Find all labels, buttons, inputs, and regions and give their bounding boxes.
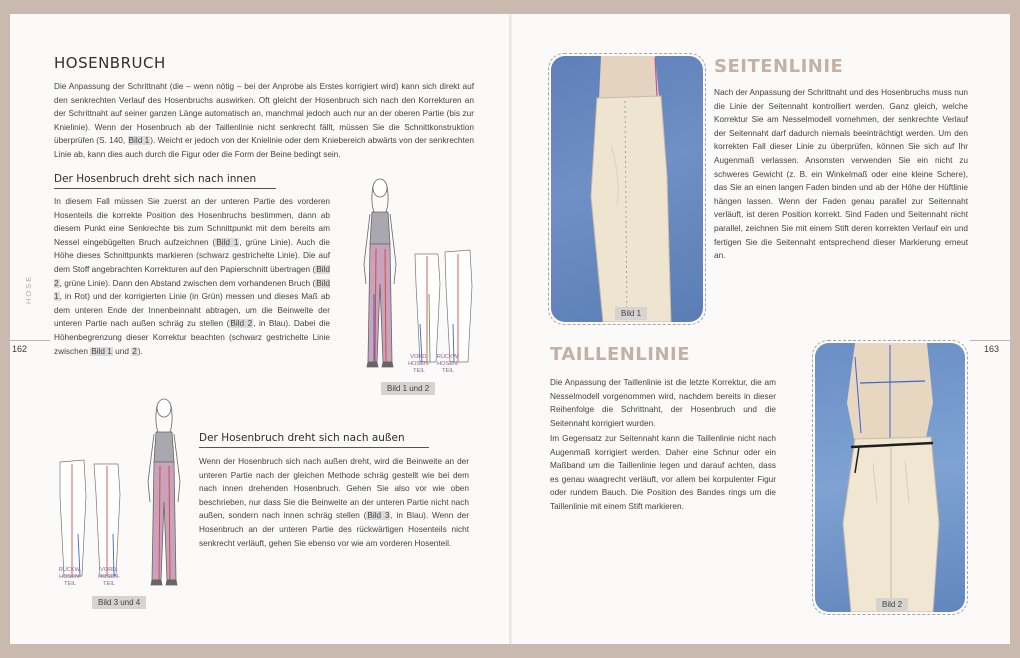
label-back-piece: RÜCKW. HOSEN- TEIL — [58, 567, 82, 587]
photo-illustration — [815, 343, 965, 612]
figure-ref[interactable]: Bild 3 — [367, 511, 390, 521]
photo-illustration — [551, 56, 703, 322]
text-span: Die Anpassung der Schrittnaht (die – wenn nötig – bei der Anprobe als Erstes korrigiert wird) kann sich direkt auf den senkrechten Verlauf des Hosenbruchs auswirken. Oft gleicht der Hosenbruch sich nach den Korrekturen an der Schrittnaht auf seiner ganzen Länge automatisch an, manchmal jedoch auch nur an der oberen Partie (bis zur Knielinie). Wenn der Hosenbruch ab der Taillenlinie nicht senkrecht fällt, müssen Sie die Schnittkonstruktion überprüfen (S. 140, — [54, 82, 474, 146]
subheading-rule — [199, 447, 429, 448]
text-span: , grüne Linie). Auch die Höhe dieses Schnittpunkts markieren (schwarz gestrichelte Linie). Die auf dem Stoff angebrachten Korrekturen auf den Papierschnitt übertragen ( — [54, 237, 330, 274]
photo-side-seam[interactable] — [551, 56, 703, 322]
intro-paragraph — [54, 80, 474, 162]
text-span: In diesem Fall müssen Sie zuerst an der unteren Partie des vorderen Hosenteils die korrekte Position des Hosenbruchs bestimmen, dann ab diesem Punkt eine Senkrechte bis zum Schnittpunkt mit dem bereits am Nessel eingebügelten Bruch aufzeichnen ( — [54, 197, 330, 247]
text-span: ). Weicht er jedoch von der Knielinie oder dem Kniebereich abwärts von der senkrechten Linie ab, kann dies auch durch die Figur oder die Form der Beine bedingt sein. — [54, 136, 474, 159]
text-span: ). — [137, 346, 143, 356]
subheading-outward: Der Hosenbruch dreht sich nach außen — [199, 432, 405, 444]
taillenlinie-paragraph-2: Im Gegensatz zur Seitennaht kann die Taillenlinie nicht nach Augenmaß korrigiert werden. Daher eine Schnur oder ein Maßband um die Taillenlinie legen und darauf achten, dass es genau waagrecht verläuft, vor allem bei korpulenter Figur oder rundem Bauch. Die Position des Bandes rings um die Taillenlinie mit einem Stift markieren. — [550, 434, 776, 511]
figure-ref[interactable]: Bild 2 — [54, 264, 330, 288]
page-number-left: 162 — [12, 344, 28, 354]
section-title-seitenlinie: SEITENLINIE — [714, 56, 844, 77]
subheading-rule — [54, 188, 276, 189]
right-page — [512, 14, 1010, 644]
figure-ref[interactable]: 2 — [132, 346, 137, 356]
figure-ref[interactable]: Bild 2 — [230, 319, 253, 329]
figure-caption: Bild 3 und 4 — [92, 596, 146, 609]
label-front-piece: VORD. HOSEN- TEIL — [98, 567, 120, 587]
photo-caption: Bild 1 — [615, 307, 647, 320]
photo-waistline[interactable] — [815, 343, 965, 612]
inward-paragraph — [54, 195, 330, 358]
taillenlinie-paragraph-1: Die Anpassung der Taillenlinie ist die letzte Korrektur, die am Nesselmodell vorgenommen wird, nachdem bereits in dieser Reihenfolge die Schrittnaht, der Hosenbruch und die Seitennaht korrigiert wurden. — [550, 378, 776, 428]
text-span: , in Blau). Dabei die Höhenbegrenzung dieser Korrektur beachten (schwarz gestrichelte Linie zwischen — [54, 319, 330, 356]
page-number-right: 163 — [984, 344, 1000, 354]
outward-paragraph — [199, 455, 469, 550]
seitenlinie-paragraph: Nach der Anpassung der Schrittnaht und des Hosenbruchs muss nun die Linie der Seitennaht kontrolliert werden. Ganz gleich, welche Korrektur Sie am Nesselmodell vornehmen, der senkrechte Verlauf der Seitennaht darf dadurch niemals beeinträchtigt werden. Um den korrekten Fall dieser Linie zu überprüfen, können Sie sich auf Ihr Augenmaß verlassen. Ansonsten verwenden Sie ein nicht zu schweres Gewicht (z. B. ein Winkelmaß oder eine kleine Schere), das Sie an einen langen Faden binden und ab der Höhe der Hüftlinie hängen lassen. Wenn der Faden genau parallel zur Seitennaht verläuft, ist deren Position korrekt. Sind Faden und Seitennaht nicht parallel, zeichnen Sie mit einem Stift deren korrekten Verlauf ein und fertigen Sie die Seitennaht entsprechend dieser Markierung erneut an. — [714, 88, 968, 261]
left-page — [10, 14, 510, 644]
text-span: Wenn der Hosenbruch sich nach außen dreht, wird die Beinweite an der unteren Partie nach der gleichen Methode schräg gestellt wie bei dem nach innen drehenden Hosenbruch. Gehen Sie also vor wie oben beschrieben, nur dass Sie die Beinweite an der unteren Partie nicht nach außen, sondern nach innen schräg stellen ( — [199, 457, 469, 521]
photo-caption: Bild 2 — [876, 598, 908, 611]
page-number-rule — [970, 340, 1010, 341]
figure-ref[interactable]: Bild 1 — [128, 136, 150, 146]
text-span: und — [112, 346, 132, 356]
page-number-rule — [10, 340, 50, 341]
figure-ref[interactable]: Bild 1 — [216, 237, 239, 247]
text-span: , in Blau). Wenn der Hosenbruch an der unteren Partie des rückwärtigen Hosenteils nicht senkrecht verläuft, gehen Sie ebenso vor wie am vorderen Hosenteil. — [199, 511, 470, 548]
figure-ref[interactable]: Bild 1 — [54, 278, 330, 302]
label-back-piece: RÜCKW. HOSEN- TEIL — [436, 354, 460, 374]
text-span: , in Rot) und der korrigierten Linie (in Grün) messen und dieses Maß ab dem unteren Ende der Innenbeinnaht abtragen, um die Beinweite der unteren Partie nach außen schräg zu stellen ( — [54, 292, 330, 329]
text-span: , grüne Linie). Dann den Abstand zwischen dem vorhandenen Bruch ( — [59, 278, 316, 288]
chapter-side-label: HOSE — [24, 274, 33, 304]
section-title-taillenlinie: TAILLENLINIE — [550, 344, 691, 365]
subheading-inward: Der Hosenbruch dreht sich nach innen — [54, 173, 257, 185]
figure-ref[interactable]: Bild 1 — [91, 346, 112, 356]
label-front-piece: VORD. HOSEN- TEIL — [408, 354, 430, 374]
figure-caption: Bild 1 und 2 — [381, 382, 435, 395]
page-title: HOSENBRUCH — [54, 54, 166, 72]
